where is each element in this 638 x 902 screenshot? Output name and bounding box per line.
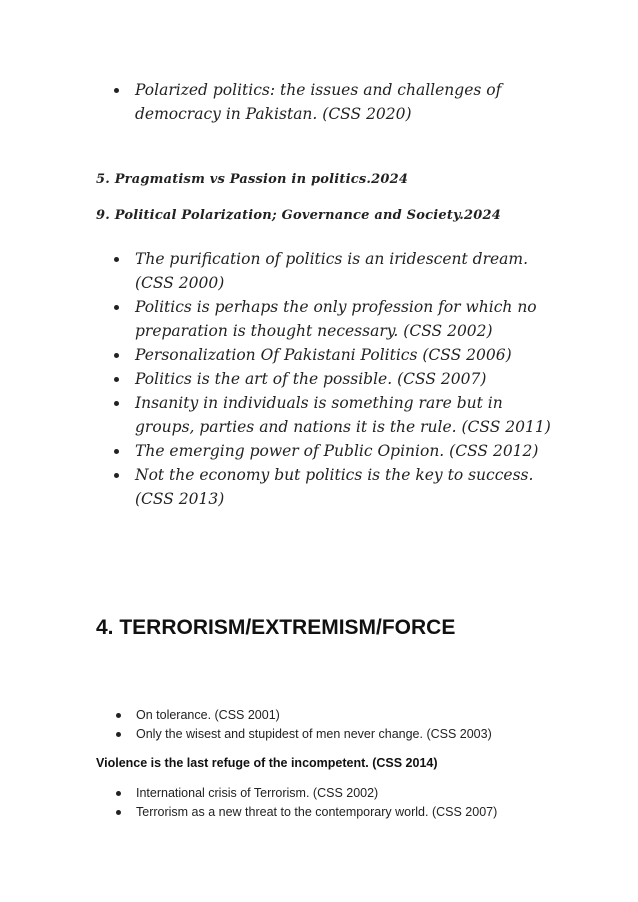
topic-heading-pragmatism: 5. Pragmatism vs Passion in politics.2024 bbox=[96, 172, 409, 187]
list-item: Politics is perhaps the only profession for which no preparation is thought necessary. (CSS 2002) bbox=[135, 295, 555, 343]
violence-topic-line: Violence is the last refuge of the incompetent. (CSS 2014) bbox=[96, 756, 438, 770]
list-item: Personalization Of Pakistani Politics (CSS 2006) bbox=[135, 343, 555, 367]
list-item: Polarized politics: the issues and challenges of democracy in Pakistan. (CSS 2020) bbox=[135, 78, 555, 126]
list-item: Only the wisest and stupidest of men never change. (CSS 2003) bbox=[136, 725, 576, 744]
topic-heading-polarization: 9. Political Polarization; Governance and Society.2024 bbox=[96, 208, 501, 223]
section-heading-terrorism: 4. TERRORISM/EXTREMISM/FORCE bbox=[96, 616, 456, 639]
list-item: The purification of politics is an iridescent dream. (CSS 2000) bbox=[135, 247, 555, 295]
list-item: On tolerance. (CSS 2001) bbox=[136, 706, 576, 725]
list-item: International crisis of Terrorism. (CSS 2002) bbox=[136, 784, 576, 803]
terrorism-bullet-list-1 bbox=[136, 706, 576, 744]
terrorism-bullet-list-2 bbox=[136, 784, 576, 822]
politics-bullet-list bbox=[135, 247, 555, 511]
list-item: The emerging power of Public Opinion. (CSS 2012) bbox=[135, 439, 555, 463]
list-item: Terrorism as a new threat to the contemporary world. (CSS 2007) bbox=[136, 803, 576, 822]
politics-bullet-list-top bbox=[135, 78, 555, 126]
list-item: Not the economy but politics is the key to success. (CSS 2013) bbox=[135, 463, 555, 511]
list-item: Politics is the art of the possible. (CSS 2007) bbox=[135, 367, 555, 391]
list-item: Insanity in individuals is something rare but in groups, parties and nations it is the rule. (CSS 2011) bbox=[135, 391, 555, 439]
